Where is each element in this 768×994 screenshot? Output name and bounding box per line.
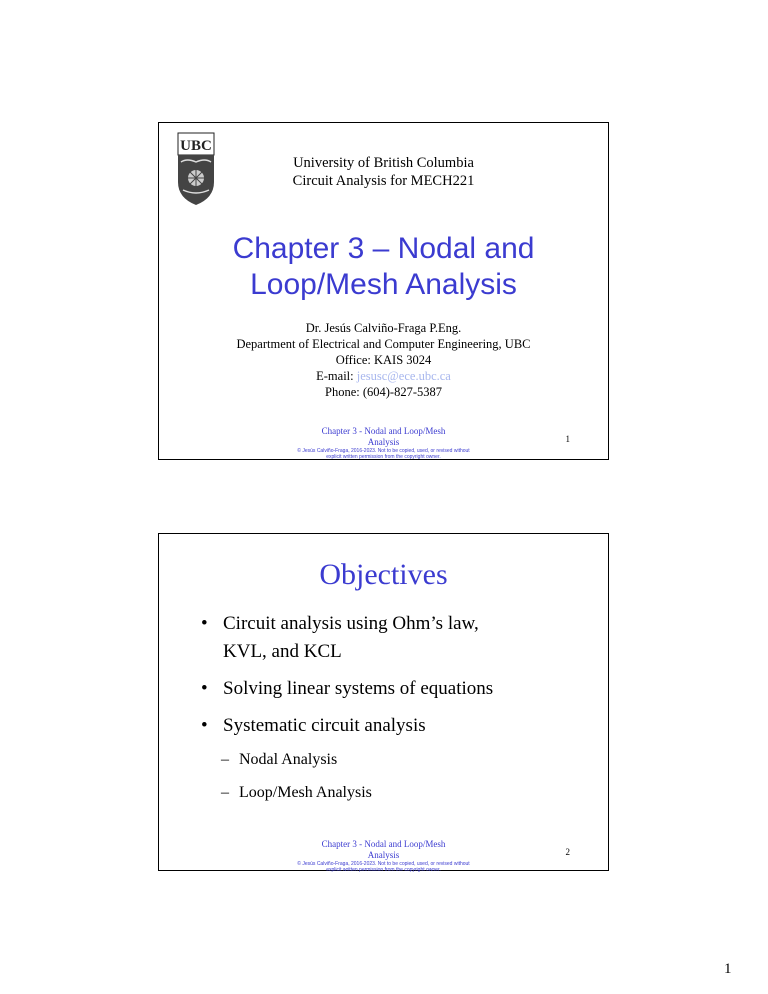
copyright-line-2: explicit written permission from the copyright owner. [326,867,441,873]
footer-title-line-1: Chapter 3 - Nodal and Loop/Mesh [321,426,446,436]
slide-footer [159,426,608,460]
email-label: E-mail: [316,369,357,383]
office: Office: KAIS 3024 [335,353,432,367]
slide-number: 1 [565,434,570,444]
dash-marker: – [221,784,229,801]
bullet-list [201,610,581,815]
bullet-item [201,712,581,740]
sub-bullet-text: Nodal Analysis [239,751,338,768]
email-line [159,368,608,384]
ubc-logo-text: UBC [180,138,212,154]
footer-title-line-2: Analysis [367,850,400,860]
bullet-text: Systematic circuit analysis [223,715,426,736]
dash-marker: – [221,751,229,768]
author-info [159,320,608,400]
bullet-dot: • [201,678,208,699]
course-name: Circuit Analysis for MECH221 [292,173,475,189]
slide-2 [158,533,609,871]
slide-title [159,231,608,303]
copyright-line-2: explicit written permission from the copyright owner. [326,454,441,460]
course-heading [159,154,608,190]
bullet-text: Circuit analysis using Ohm’s law, [223,613,479,634]
sub-bullet-item [201,782,581,804]
title-line-1: Chapter 3 – Nodal and [232,232,535,265]
slide-number: 2 [565,847,570,857]
bullet-text-cont: KVL, and KCL [223,641,342,662]
university-name: University of British Columbia [293,155,474,171]
bullet-dot: • [201,715,208,736]
department: Department of Electrical and Computer Engineering, UBC [236,337,531,351]
bullet-text: Solving linear systems of equations [223,678,494,699]
bullet-dot: • [201,613,208,634]
slide-title: Objectives [319,558,448,591]
slide-footer [159,839,608,873]
page-number: 1 [724,961,732,977]
bullet-item [201,610,581,666]
footer-title-line-2: Analysis [367,437,400,447]
email-link[interactable]: jesusc@ece.ubc.ca [356,369,451,383]
phone: Phone: (604)-827-5387 [325,385,442,399]
author-name: Dr. Jesús Calviño-Fraga P.Eng. [305,321,462,335]
title-line-2: Loop/Mesh Analysis [250,268,517,301]
sub-bullet-text: Loop/Mesh Analysis [239,784,372,801]
slide-1 [158,122,609,460]
footer-title-line-1: Chapter 3 - Nodal and Loop/Mesh [321,839,446,849]
sub-bullet-item [201,749,581,771]
copyright-line-1: © Jesús Calviño-Fraga, 2016-2023. Not to be copied, used, or revised without [297,448,470,454]
bullet-item [201,675,581,703]
copyright-line-1: © Jesús Calviño-Fraga, 2016-2023. Not to be copied, used, or revised without [297,861,470,867]
